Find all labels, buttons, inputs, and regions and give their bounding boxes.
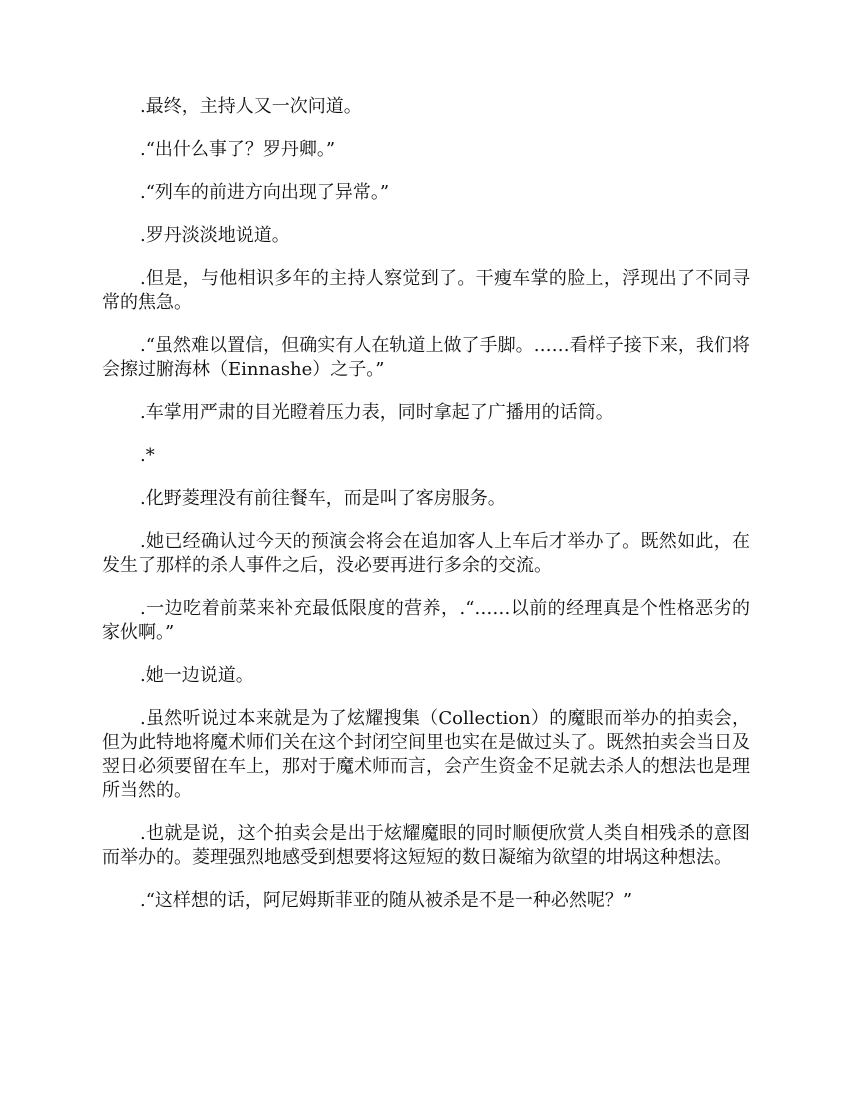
paragraph: .她已经确认过今天的预演会将会在追加客人上车后才举办了。既然如此，在发生了那样的杀人事件之后，没必要再进行多余的交流。 bbox=[102, 531, 750, 576]
paragraph: .一边吃着前菜来补充最低限度的营养，.“……以前的经理真是个性格恶劣的家伙啊。” bbox=[102, 598, 750, 643]
paragraph: .“这样想的话，阿尼姆斯菲亚的随从被杀是不是一种必然呢？” bbox=[140, 890, 633, 911]
paragraph: .她一边说道。 bbox=[140, 665, 254, 686]
paragraph: .“列车的前进方向出现了异常。” bbox=[140, 182, 390, 203]
paragraph: .也就是说，这个拍卖会是出于炫耀魔眼的同时顺便欣赏人类自相残杀的意图而举办的。菱理强烈地感受到想要将这短短的数日凝缩为欲望的坩埚这种想法。 bbox=[102, 823, 750, 868]
paragraph: .化野菱理没有前往餐车，而是叫了客房服务。 bbox=[140, 488, 506, 509]
text-body bbox=[102, 95, 750, 932]
paragraph: .“虽然难以置信，但确实有人在轨道上做了手脚。……看样子接下来，我们将会擦过腑海林（Einnashe）之子。” bbox=[102, 335, 750, 380]
paragraph: .罗丹淡淡地说道。 bbox=[140, 225, 290, 246]
paragraph: .“出什么事了？罗丹卿。” bbox=[140, 139, 336, 160]
paragraph: .车掌用严肃的目光瞪着压力表，同时拿起了广播用的话筒。 bbox=[140, 402, 614, 423]
paragraph: .最终，主持人又一次问道。 bbox=[140, 96, 362, 117]
paragraph: .但是，与他相识多年的主持人察觉到了。干瘦车掌的脸上，浮现出了不同寻常的焦急。 bbox=[102, 268, 750, 313]
paragraph: .* bbox=[140, 445, 155, 466]
paragraph: .虽然听说过本来就是为了炫耀搜集（Collection）的魔眼而举办的拍卖会，但为此特地将魔术师们关在这个封闭空间里也实在是做过头了。既然拍卖会当日及翌日必须要留在车上，那对于魔术师而言，会产生资金不足就去杀人的想法也是理所当然的。 bbox=[102, 708, 750, 801]
